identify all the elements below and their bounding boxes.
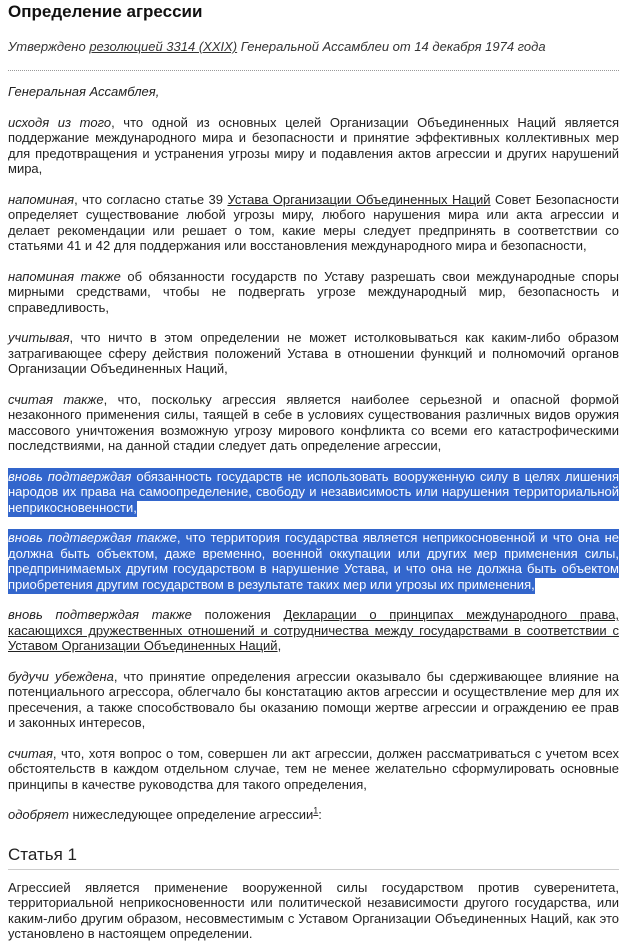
article-1-heading: Статья 1	[8, 844, 619, 870]
text-selection[interactable]	[8, 529, 619, 594]
paragraph-text: Совет Безопасности определяет существование любой угрозы миру, любого нарушения мира или акта агрессии и делает рекомендации или решает о том, какие меры следует предпринять в соответствии со статьями 41 и 42 для поддержания или восстановления международного мира и безопасности,	[8, 191, 619, 253]
paragraph-lead: исходя из того	[8, 114, 112, 130]
dotted-divider	[8, 70, 619, 71]
paragraph-text: ,	[277, 638, 282, 653]
preamble-paragraph-2	[8, 192, 619, 254]
paragraph-text: , что ничто в этом определении не может истолковываться как каким-либо образом затрагивающее сферу действия положений Устава в отношении функций и полномочий органов Организации Объединенных Наций,	[8, 330, 619, 376]
preamble-paragraph-1	[8, 115, 619, 177]
operative-paragraph	[8, 807, 619, 823]
preamble-paragraph-6-selected	[8, 469, 619, 516]
paragraph-lead: считая	[8, 745, 53, 761]
paragraph-lead: одобряет	[8, 807, 69, 822]
preamble-paragraph-4	[8, 330, 619, 377]
paragraph-text: нижеследующее определение агрессии	[68, 807, 314, 822]
declaration-link[interactable]: Декларации о принципах международного права, касающихся дружественных отношений и сотрудничества между государствами в соответствии с Уставом Организации Объединенных Наций	[8, 607, 619, 653]
paragraph-text: положения	[191, 607, 284, 622]
approval-suffix: Генеральной Ассамблеи от 14 декабря 1974 года	[237, 39, 546, 54]
approval-prefix: Утверждено	[8, 39, 90, 54]
paragraph-text: , что, хотя вопрос о том, совершен ли акт агрессии, должен рассматриваться с учетом всех обстоятельств в каждом отдельном случае, тем не менее желательно сформулировать основные принципы в качестве руководства для такого определения,	[8, 745, 619, 792]
addressee-paragraph	[8, 84, 619, 100]
paragraph-text: обязанность государств не использовать вооруженную силу в целях лишения народов их права на самоопределение, свободу и независимость или нарушения территориальной неприкосновенности,	[8, 468, 619, 515]
paragraph-lead: вновь подтверждая	[8, 468, 132, 484]
document-title: Определение агрессии	[8, 2, 203, 21]
preamble-paragraph-10	[8, 746, 619, 793]
paragraph-text: , что, поскольку агрессия является наиболее серьезной и опасной формой незаконного применения силы, таящей в себе в условиях существования различных видов оружия массового уничтожения возможную угрозу мирового конфликта со всеми его катастрофическими последствиями, на данной стадии следует дать определение агрессии,	[8, 391, 619, 453]
paragraph-text: , что одной из основных целей Организации Объединенных Наций является поддержание международного мира и безопасности и принятие эффективных коллективных мер для предотвращения и устранения угрозы миру и подавления актов агрессии и других нарушений мира,	[8, 114, 619, 176]
paragraph-text: об обязанности государств по Уставу разрешать свои международные споры мирными средствами, чтобы не подвергать угрозе международный мир, безопасность и справедливость,	[8, 268, 619, 315]
paragraph-text: :	[318, 807, 322, 822]
paragraph-lead: напоминая	[8, 191, 75, 207]
paragraph-lead: будучи убеждена	[8, 668, 114, 684]
preamble-paragraph-9	[8, 669, 619, 731]
paragraph-lead: напоминая также	[8, 268, 121, 284]
preamble-paragraph-3	[8, 269, 619, 316]
un-charter-link[interactable]: Устава Организации Объединенных Наций	[227, 191, 491, 207]
article-1-text: Агрессией является применение вооруженной силы государством против суверенитета, территориальной неприкосновенности или политической независимости другого государства, или каким-либо другим образом, несовместимым с Уставом Организации Объединенных Наций, как это установлено в настоящем определении.	[8, 879, 619, 941]
preamble-paragraph-7-selected	[8, 530, 619, 592]
document-body	[8, 84, 619, 823]
paragraph-lead: считая также	[8, 391, 104, 407]
paragraph-lead: вновь подтверждая также	[8, 530, 177, 545]
preamble-paragraph-5	[8, 392, 619, 454]
paragraph-lead: вновь подтверждая также	[8, 607, 192, 622]
text-selection[interactable]	[8, 468, 619, 517]
resolution-link[interactable]: резолюцией 3314 (XXIX)	[89, 39, 238, 54]
paragraph-text: , что принятие определения агрессии оказывало бы сдерживающее влияние на потенциального агрессора, облегчало бы констатацию актов агрессии и осуществление мер для их пресечения, а также способствовало бы оказанию помощи жертве агрессии и ограждению ее прав и законных интересов,	[8, 668, 619, 730]
paragraph-text: , что территория государства является неприкосновенной и что она не должна быть объектом, даже временно, военной оккупации или других мер применения силы, предпринимаемых другим государством в нарушение Устава, и что она не должна быть объектом приобретения другим государством в результате таких мер или угрозы их применения,	[8, 530, 619, 592]
preamble-paragraph-8	[8, 607, 619, 654]
approval-line	[8, 38, 619, 56]
paragraph-text: , что согласно статье 39	[74, 191, 228, 207]
footnote-link[interactable]: 1	[313, 805, 319, 816]
addressee: Генеральная Ассамблея,	[8, 84, 160, 99]
paragraph-lead: учитывая	[8, 330, 70, 345]
